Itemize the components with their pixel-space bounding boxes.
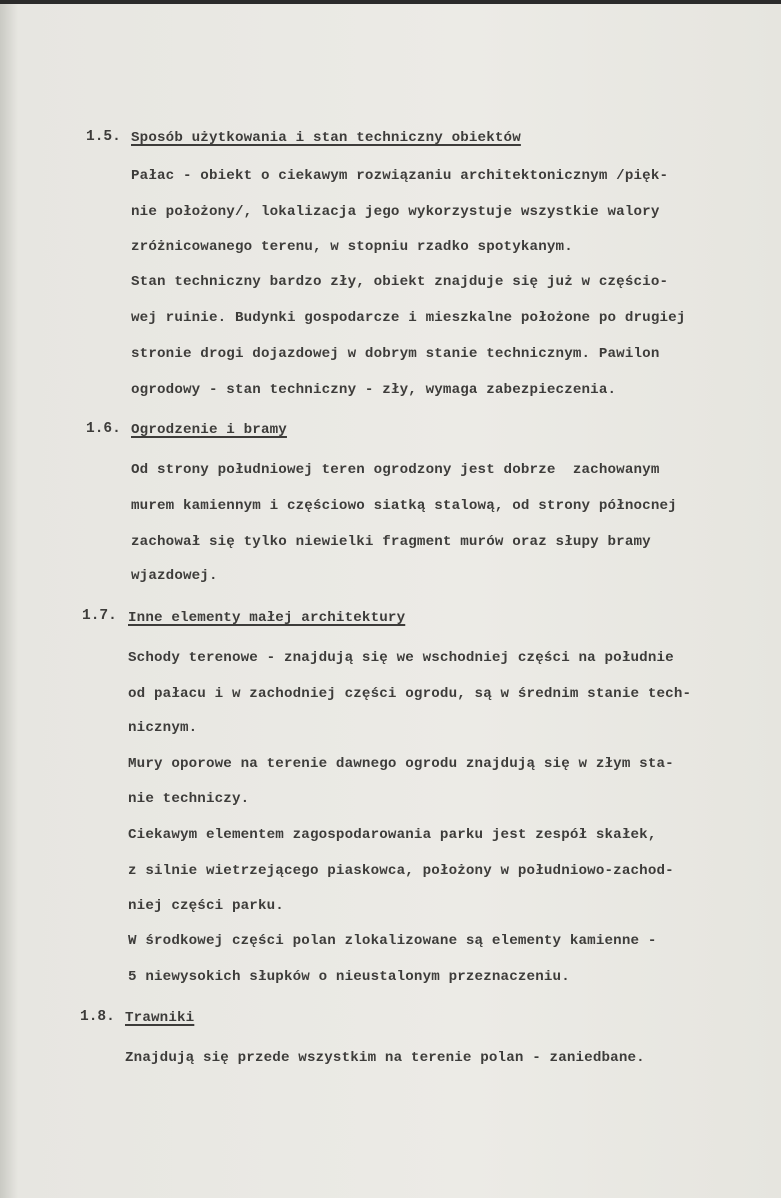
section-heading: Ogrodzenie i bramy [131,422,287,438]
text-line: nie techniczy. [128,791,250,807]
text-line: 5 niewysokich słupków o nieustalonym przeznaczeniu. [128,969,570,985]
text-line: niej części parku. [128,898,284,914]
text-line: wej ruinie. Budynki gospodarcze i mieszkalne położone po drugiej [131,310,686,326]
typewritten-page [0,4,781,1198]
section-number: 1.7. [82,608,117,624]
section-heading: Inne elementy małej architektury [128,610,406,626]
text-line: zróżnicowanego terenu, w stopniu rzadko spotykanym. [131,239,573,255]
text-line: zachował się tylko niewielki fragment murów oraz słupy bramy [131,534,651,550]
section-number: 1.8. [80,1009,115,1025]
text-line: Ciekawym elementem zagospodarowania parku jest zespół skałek, [128,827,657,843]
text-line: z silnie wietrzejącego piaskowca, położony w południowo-zachod- [128,863,674,879]
text-line: ogrodowy - stan techniczny - zły, wymaga zabezpieczenia. [131,382,617,398]
text-line: nie położony/, lokalizacja jego wykorzystuje wszystkie walory [131,204,660,220]
text-line: wjazdowej. [131,568,218,584]
section-heading: Trawniki [125,1010,195,1026]
text-line: od pałacu i w zachodniej części ogrodu, są w średnim stanie tech- [128,686,692,702]
text-line: Stan techniczny bardzo zły, obiekt znajduje się już w częścio- [131,274,669,290]
text-line: murem kamiennym i częściowo siatką stalową, od strony północnej [131,498,677,514]
text-line: W środkowej części polan zlokalizowane są elementy kamienne - [128,933,657,949]
text-line: Schody terenowe - znajdują się we wschodniej części na południe [128,650,674,666]
section-heading: Sposób użytkowania i stan techniczny obiektów [131,130,521,146]
text-line: stronie drogi dojazdowej w dobrym stanie technicznym. Pawilon [131,346,660,362]
section-number: 1.6. [86,421,121,437]
text-line: nicznym. [128,720,198,736]
text-line: Mury oporowe na terenie dawnego ogrodu znajdują się w złym sta- [128,756,674,772]
section-number: 1.5. [86,129,121,145]
text-line: Od strony południowej teren ogrodzony jest dobrze zachowanym [131,462,660,478]
text-line: Znajdują się przede wszystkim na terenie polan - zaniedbane. [125,1050,645,1066]
text-line: Pałac - obiekt o ciekawym rozwiązaniu architektonicznym /pięk- [131,168,669,184]
